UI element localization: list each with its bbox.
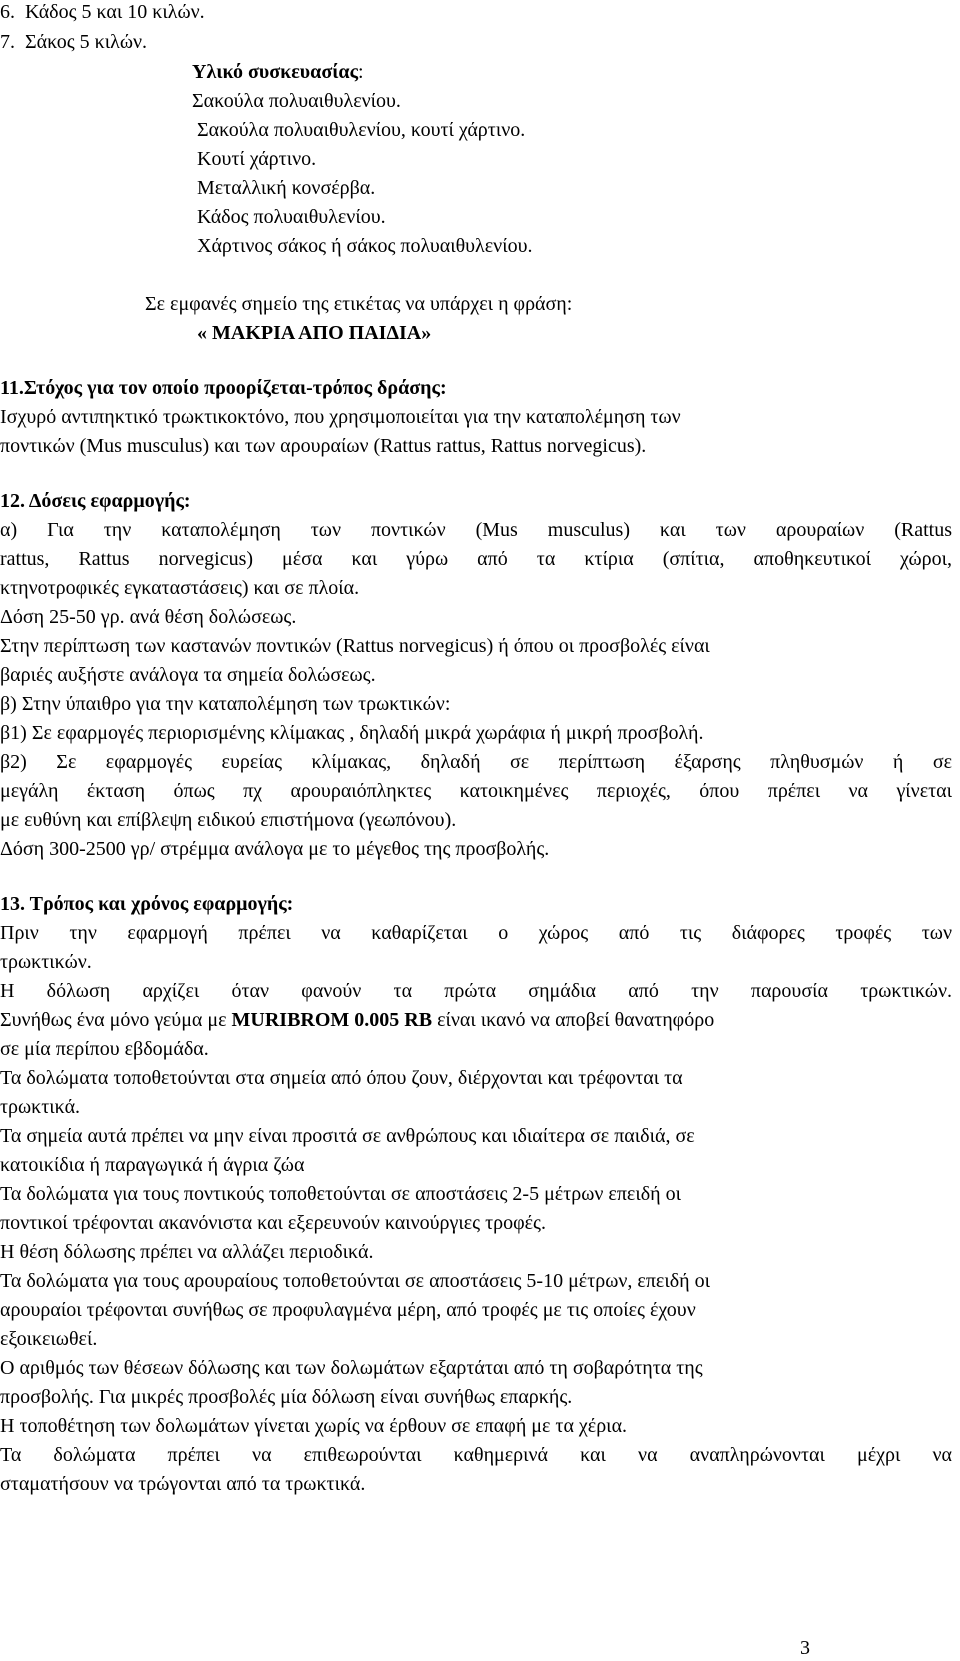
list-item-7: 7. Σάκος 5 κιλών.	[0, 31, 148, 53]
section-13-line: σταματήσουν να τρώγονται από τα τρωκτικά.	[0, 1473, 366, 1495]
product-line-post: είναι ικανό να αποβεί θανατηφόρο	[432, 1009, 715, 1031]
section-13-line: Η τοποθέτηση των δολωμάτων γίνεται χωρίς να έρθουν σε επαφή με τα χέρια.	[0, 1415, 628, 1437]
section-13-line: προσβολής. Για μικρές προσβολές μία δόλωση είναι συνήθως επαρκής.	[0, 1386, 573, 1408]
section-13-line: Ο αριθμός των θέσεων δόλωσης και των δολωμάτων εξαρτάται από τη σοβαρότητα της	[0, 1357, 703, 1379]
label-notice: Σε εμφανές σημείο της ετικέτας να υπάρχει η φράση:	[145, 293, 573, 315]
section-13-line: αρουραίοι τρέφονται συνήθως σε προφυλαγμένα μέρη, από τροφές με τις οποίες έχουν	[0, 1299, 696, 1321]
section-12-line: rattus, Rattus norvegicus) μέσα και γύρω από τα κτίρια (σπίτια, αποθηκευτικοί χώροι,	[0, 548, 952, 570]
section-12-line: Στην περίπτωση των καστανών ποντικών (Rattus norvegicus) ή όπου οι προσβολές είναι	[0, 635, 710, 657]
section-13-heading: 13. Τρόπος και χρόνος εφαρμογής:	[0, 893, 294, 915]
page-number: 3	[800, 1637, 810, 1659]
warning-phrase: « ΜΑΚΡΙΑ ΑΠΟ ΠΑΙΔΙΑ»	[197, 322, 432, 344]
packaging-line: Μεταλλική κονσέρβα.	[197, 177, 376, 199]
section-12-line: Δόση 25-50 γρ. ανά θέση δολώσεως.	[0, 606, 297, 628]
packaging-line: Σακούλα πολυαιθυλενίου.	[192, 90, 401, 112]
section-13-product-line	[0, 1008, 714, 1032]
packaging-heading-text: Υλικό συσκευασίας	[192, 61, 359, 83]
section-13-line: Πριν την εφαρμογή πρέπει να καθαρίζεται ο χώρος από τις διάφορες τροφές των	[0, 922, 952, 944]
product-line-pre: Συνήθως ένα μόνο γεύμα με	[0, 1009, 232, 1031]
section-12-line: κτηνοτροφικές εγκαταστάσεις) και σε πλοία.	[0, 577, 360, 599]
section-13-line: κατοικίδια ή παραγωγικά ή άγρια ζώα	[0, 1154, 305, 1176]
section-12-line: Δόση 300-2500 γρ/ στρέμμα ανάλογα με το μέγεθος της προσβολής.	[0, 838, 550, 860]
section-12-line: βαριές αυξήστε ανάλογα τα σημεία δολώσεως.	[0, 664, 376, 686]
section-12-line: με ευθύνη και επίβλεψη ειδικού επιστήμονα (γεωπόνου).	[0, 809, 457, 831]
section-11-heading: 11.Στόχος για τον οποίο προορίζεται-τρόπος δράσης:	[0, 377, 447, 399]
section-13-line: Τα δολώματα πρέπει να επιθεωρούνται καθημερινά και να αναπληρώνονται μέχρι να	[0, 1444, 952, 1466]
section-13-line: Τα δολώματα για τους ποντικούς τοποθετούνται σε αποστάσεις 2-5 μέτρων επειδή οι	[0, 1183, 681, 1205]
packaging-line: Χάρτινος σάκος ή σάκος πολυαιθυλενίου.	[197, 235, 533, 257]
section-13-line: Τα δολώματα τοποθετούνται στα σημεία από όπου ζουν, διέρχονται και τρέφονται τα	[0, 1067, 683, 1089]
section-13-line: τρωκτικών.	[0, 951, 92, 973]
section-13-line: ποντικοί τρέφονται ακανόνιστα και εξερευνούν καινούργιες τροφές.	[0, 1212, 546, 1234]
packaging-heading-colon: :	[358, 61, 364, 83]
section-13-line: Τα δολώματα για τους αρουραίους τοποθετούνται σε αποστάσεις 5-10 μέτρων, επειδή οι	[0, 1270, 710, 1292]
section-13-line: Τα σημεία αυτά πρέπει να μην είναι προσιτά σε ανθρώπους και ιδιαίτερα σε παιδιά, σε	[0, 1125, 695, 1147]
packaging-heading	[192, 60, 364, 84]
packaging-line: Κάδος πολυαιθυλενίου.	[197, 206, 386, 228]
section-13-line: Η θέση δόλωσης πρέπει να αλλάζει περιοδικά.	[0, 1241, 374, 1263]
section-11-line: ποντικών (Mus musculus) και των αρουραίων (Rattus rattus, Rattus norvegicus).	[0, 435, 647, 457]
section-12-line: β) Στην ύπαιθρο για την καταπολέμηση των τρωκτικών:	[0, 693, 451, 715]
section-13-line: εξοικειωθεί.	[0, 1328, 98, 1350]
section-12-line: β1) Σε εφαρμογές περιορισμένης κλίμακας , δηλαδή μικρά χωράφια ή μικρή προσβολή.	[0, 722, 704, 744]
section-13-line: Η δόλωση αρχίζει όταν φανούν τα πρώτα σημάδια από την παρουσία τρωκτικών.	[0, 980, 952, 1002]
section-12-line: α) Για την καταπολέμηση των ποντικών (Mus musculus) και των αρουραίων (Rattus	[0, 519, 952, 541]
packaging-line: Κουτί χάρτινο.	[197, 148, 317, 170]
product-name: MURIBROM 0.005 RB	[231, 1009, 433, 1031]
section-12-line: β2) Σε εφαρμογές ευρείας κλίμακας, δηλαδή σε περίπτωση έξαρσης πληθυσμών ή σε	[0, 751, 952, 773]
section-11-line: Ισχυρό αντιπηκτικό τρωκτικοκτόνο, που χρησιμοποιείται για την καταπολέμηση των	[0, 406, 681, 428]
packaging-line: Σακούλα πολυαιθυλενίου, κουτί χάρτινο.	[197, 119, 526, 141]
section-12-heading: 12. Δόσεις εφαρμογής:	[0, 490, 191, 512]
section-13-line: τρωκτικά.	[0, 1096, 81, 1118]
section-12-line: μεγάλη έκταση όπως πχ αρουραιόπληκτες κατοικημένες περιοχές, όπου πρέπει να γίνεται	[0, 780, 952, 802]
section-13-line: σε μία περίπου εβδομάδα.	[0, 1038, 209, 1060]
list-item-6: 6. Κάδος 5 και 10 κιλών.	[0, 1, 205, 23]
